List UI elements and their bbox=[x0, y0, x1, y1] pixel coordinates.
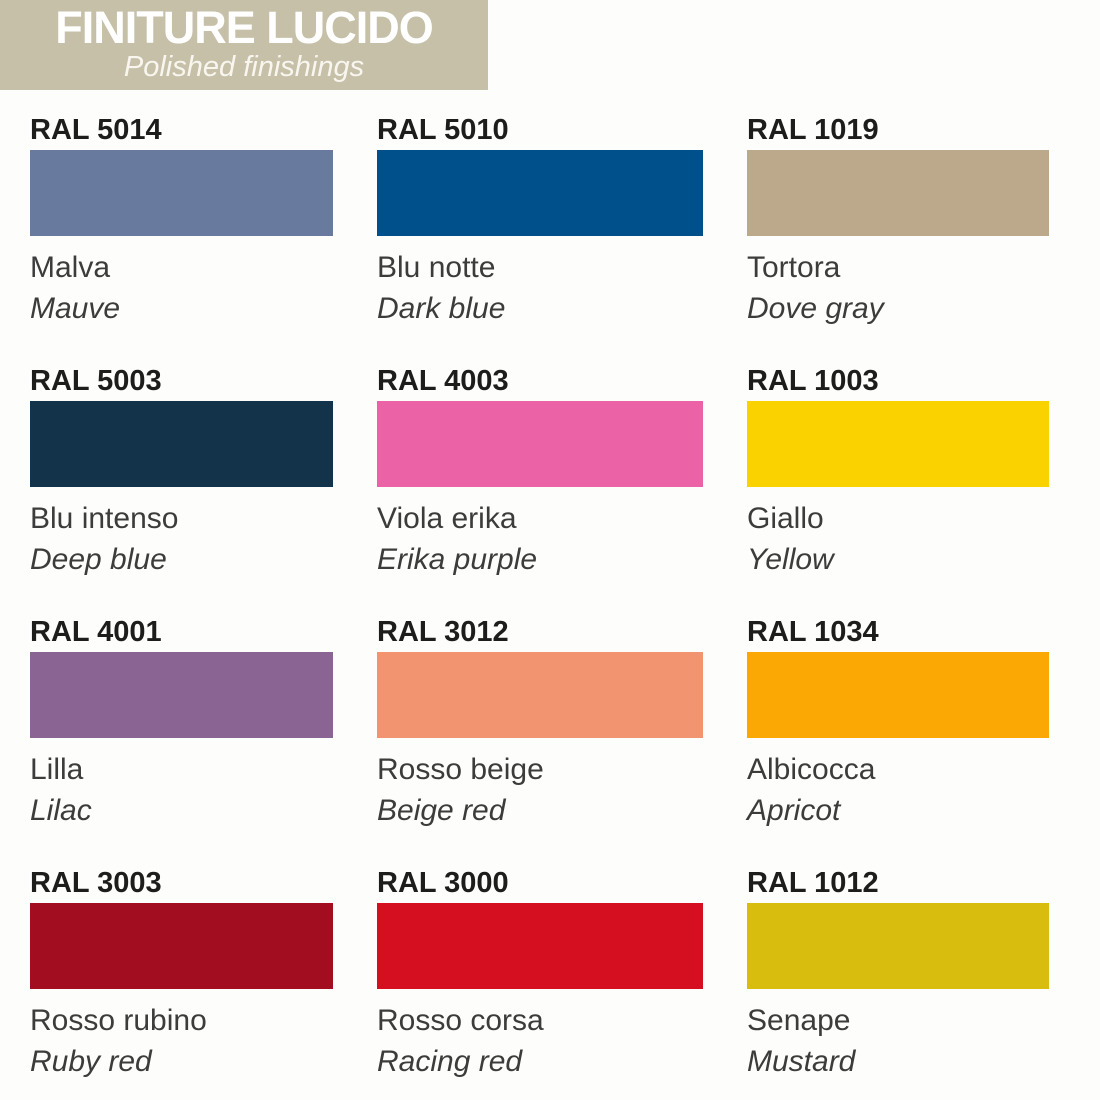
ral-code: RAL 4003 bbox=[377, 365, 509, 397]
ral-code: RAL 3000 bbox=[377, 867, 509, 899]
swatch-card bbox=[30, 616, 333, 831]
ral-code: RAL 5003 bbox=[30, 365, 162, 397]
color-swatch bbox=[377, 150, 703, 236]
name-italian: Rosso beige bbox=[377, 753, 544, 786]
name-italian: Malva bbox=[30, 251, 111, 284]
header-banner bbox=[0, 0, 488, 90]
name-english: Dove gray bbox=[747, 292, 884, 325]
ral-code: RAL 1019 bbox=[747, 114, 879, 146]
name-italian: Rosso rubino bbox=[30, 1004, 207, 1037]
ral-code: RAL 4001 bbox=[30, 616, 162, 648]
ral-code: RAL 1034 bbox=[747, 616, 879, 648]
ral-code: RAL 5010 bbox=[377, 114, 509, 146]
color-swatch bbox=[377, 903, 703, 989]
name-english: Apricot bbox=[747, 794, 841, 827]
page-subtitle: Polished finishings bbox=[123, 51, 365, 83]
swatch-card bbox=[377, 616, 703, 831]
swatch-card bbox=[747, 867, 1049, 1082]
color-swatch bbox=[30, 150, 333, 236]
swatch-card bbox=[377, 114, 703, 329]
swatch-card bbox=[377, 867, 703, 1082]
name-italian: Lilla bbox=[30, 753, 84, 786]
ral-code: RAL 3003 bbox=[30, 867, 162, 899]
swatch-card bbox=[747, 616, 1049, 831]
color-swatch bbox=[747, 401, 1049, 487]
name-english: Racing red bbox=[377, 1045, 523, 1078]
name-english: Mustard bbox=[747, 1045, 856, 1078]
name-english: Deep blue bbox=[30, 543, 167, 576]
color-swatch bbox=[377, 401, 703, 487]
color-swatch bbox=[747, 903, 1049, 989]
color-swatch bbox=[377, 652, 703, 738]
color-swatch bbox=[747, 652, 1049, 738]
name-italian: Senape bbox=[747, 1004, 851, 1037]
palette-grid bbox=[30, 114, 1049, 1082]
page-title: FINITURE LUCIDO bbox=[55, 2, 433, 53]
name-italian: Albicocca bbox=[747, 753, 876, 786]
name-italian: Rosso corsa bbox=[377, 1004, 544, 1037]
name-english: Lilac bbox=[30, 794, 92, 827]
name-english: Ruby red bbox=[30, 1045, 152, 1078]
swatch-card bbox=[30, 365, 333, 580]
swatch-card bbox=[747, 114, 1049, 329]
name-english: Dark blue bbox=[377, 292, 506, 325]
ral-code: RAL 1003 bbox=[747, 365, 879, 397]
name-italian: Viola erika bbox=[377, 502, 517, 535]
ral-code: RAL 1012 bbox=[747, 867, 879, 899]
name-english: Yellow bbox=[747, 543, 834, 576]
name-italian: Tortora bbox=[747, 251, 841, 284]
swatch-card bbox=[30, 867, 333, 1082]
name-italian: Blu notte bbox=[377, 251, 496, 284]
ral-code: RAL 5014 bbox=[30, 114, 162, 146]
ral-code: RAL 3012 bbox=[377, 616, 509, 648]
swatch-card bbox=[747, 365, 1049, 580]
name-english: Mauve bbox=[30, 292, 121, 325]
color-swatch bbox=[30, 903, 333, 989]
name-italian: Giallo bbox=[747, 502, 824, 535]
color-swatch bbox=[747, 150, 1049, 236]
name-italian: Blu intenso bbox=[30, 502, 179, 535]
swatch-card bbox=[30, 114, 333, 329]
name-english: Beige red bbox=[377, 794, 506, 827]
color-swatch bbox=[30, 652, 333, 738]
name-english: Erika purple bbox=[377, 543, 538, 576]
color-swatch bbox=[30, 401, 333, 487]
swatch-card bbox=[377, 365, 703, 580]
